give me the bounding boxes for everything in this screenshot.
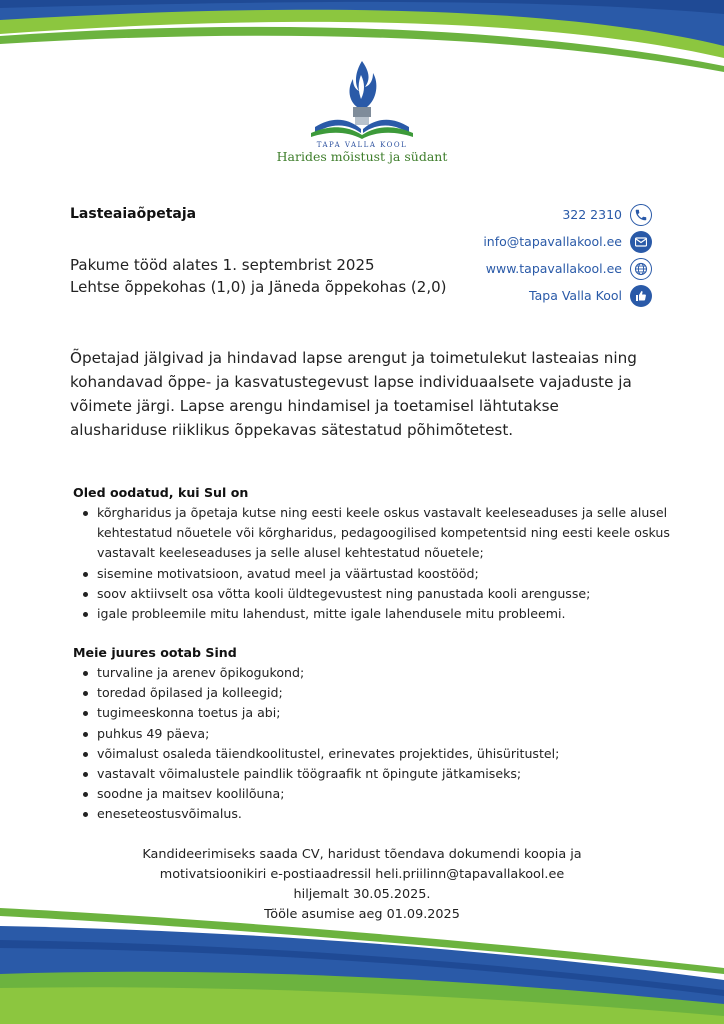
- list-item: turvaline ja arenev õpikogukond;: [80, 663, 680, 683]
- offer-locations: Lehtse õppekohas (1,0) ja Jäneda õppekohas (2,0): [70, 278, 447, 296]
- contact-facebook[interactable]: [412, 282, 652, 309]
- list-item: soodne ja maitsev koolilõuna;: [80, 784, 680, 804]
- contact-phone[interactable]: [412, 201, 652, 228]
- list-item: tugimeeskonna toetus ja abi;: [80, 703, 680, 723]
- list-item: vastavalt võimalustele paindlik töögraafik nt õpingute jätkamiseks;: [80, 764, 680, 784]
- list-item: puhkus 49 päeva;: [80, 724, 680, 744]
- application-deadline: hiljemalt 30.05.2025.: [293, 887, 431, 902]
- bottom-wave-decoration: [0, 904, 724, 1024]
- benefits-list: [80, 663, 680, 825]
- offer-start-date: Pakume tööd alates 1. septembrist 2025: [70, 256, 375, 274]
- start-date: Tööle asumise aeg 01.09.2025: [264, 907, 460, 922]
- application-line: motivatsioonikiri e-postiaadressil heli.priilinn@tapavallakool.ee: [159, 867, 565, 882]
- facebook-link[interactable]: Tapa Valla Kool: [529, 288, 622, 303]
- contact-website[interactable]: [412, 255, 652, 282]
- list-item: eneseteostusvõimalus.: [80, 804, 680, 824]
- requirements-heading: Oled oodatud, kui Sul on: [73, 485, 249, 500]
- phone-number[interactable]: 322 2310: [562, 207, 622, 222]
- application-line: Kandideerimiseks saada CV, haridust tõendava dokumendi koopia ja: [142, 847, 582, 862]
- thumbs-up-icon: [630, 285, 652, 307]
- job-offer: [70, 254, 447, 298]
- job-title: Lasteaiaõpetaja: [70, 206, 197, 222]
- list-item: võimalust osaleda täiendkoolitustel, erinevates projektides, ühisüritustel;: [80, 744, 680, 764]
- website-link[interactable]: www.tapavallakool.ee: [485, 261, 622, 276]
- requirements-list: [80, 503, 680, 624]
- school-logo: [0, 55, 724, 164]
- list-item: toredad õpilased ja kolleegid;: [80, 683, 680, 703]
- benefits-heading: Meie juures ootab Sind: [73, 645, 237, 660]
- mail-icon: [630, 231, 652, 253]
- list-item: kõrgharidus ja õpetaja kutse ning eesti keele oskus vastavalt keeleseaduses ja selle alusel kehtestatud nõuetele või kõrgharidus, pedagoogilised kompetentsid ning eesti keele oskus vastavalt keeleseaduses ja selle alusel kehtestatud nõuetele;: [80, 503, 680, 564]
- school-motto: Harides mõistust ja südant: [276, 149, 448, 164]
- contact-email[interactable]: [412, 228, 652, 255]
- intro-paragraph: Õpetajad jälgivad ja hindavad lapse arengut ja toimetulekut lasteaias ning kohandavad õppe- ja kasvatustegevust lapse individuaalsete vajaduste ja võimete järgi. Lapse arengu hindamisel ja toetamisel lähtutakse alushariduse riiklikus õppekavas sätestatud põhimõtetest.: [70, 349, 637, 439]
- flame-book-emblem: [307, 55, 417, 139]
- phone-icon: [630, 204, 652, 226]
- list-item: sisemine motivatsioon, avatud meel ja väärtustad koostööd;: [80, 564, 680, 584]
- globe-icon: [630, 258, 652, 280]
- contact-block: [412, 201, 652, 309]
- list-item: igale probleemile mitu lahendust, mitte igale lahendusele mitu probleemi.: [80, 604, 680, 624]
- email-link[interactable]: info@tapavallakool.ee: [483, 234, 622, 249]
- list-item: soov aktiivselt osa võtta kooli üldtegevustest ning panustada kooli arengusse;: [80, 584, 680, 604]
- school-name: TAPA VALLA KOOL: [316, 141, 408, 149]
